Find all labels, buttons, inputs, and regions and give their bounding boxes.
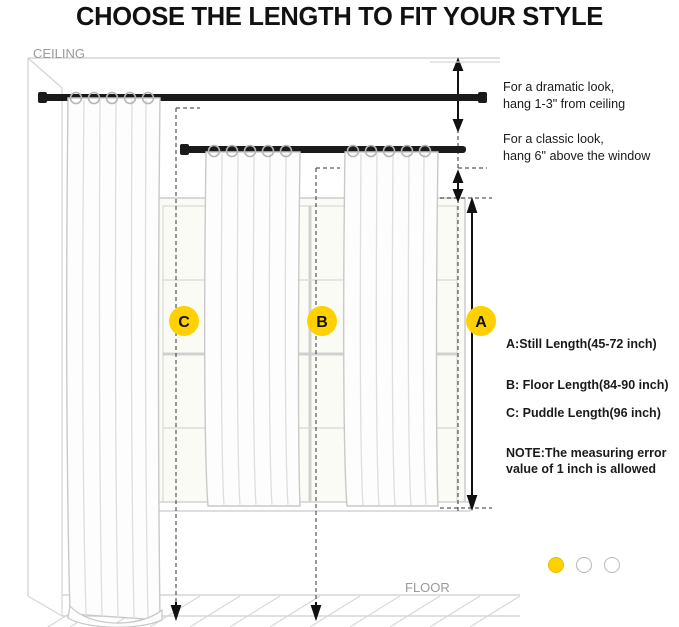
measuring-note [506,445,666,477]
callout-dramatic [503,79,625,113]
marker-c [169,306,199,336]
diagram-stage [0,36,679,627]
legend-item-b: B: Floor Length(84-90 inch) [506,378,669,392]
floor-label: FLOOR [405,580,450,595]
page-title: CHOOSE THE LENGTH TO FIT YOUR STYLE [76,3,603,31]
pagination-dots[interactable] [548,557,620,573]
measuring-note-line1: NOTE:The measuring error [506,446,667,460]
pagination-dot-3[interactable] [604,557,620,573]
callout-classic-line1: For a classic look, [503,132,604,146]
callout-classic-line2: hang 6" above the window [503,149,651,163]
marker-a [466,306,496,336]
marker-b [307,306,337,336]
callout-classic [503,131,650,165]
measuring-note-line2: value of 1 inch is allowed [506,462,657,476]
callout-dramatic-line2: hang 1-3" from ceiling [503,97,626,111]
pagination-dot-1[interactable] [548,557,564,573]
curtain-panel-a [344,146,438,507]
legend-item-a: A:Still Length(45-72 inch) [506,337,657,351]
legend-item-c: C: Puddle Length(96 inch) [506,406,661,420]
marker-c-label: C [178,314,190,331]
ceiling-label: CEILING [33,46,86,61]
curtain-length-diagram [0,36,679,627]
callout-dramatic-line1: For a dramatic look, [503,80,615,94]
marker-b-label: B [316,314,328,331]
marker-a-label: A [475,314,487,331]
pagination-dot-2[interactable] [576,557,592,573]
